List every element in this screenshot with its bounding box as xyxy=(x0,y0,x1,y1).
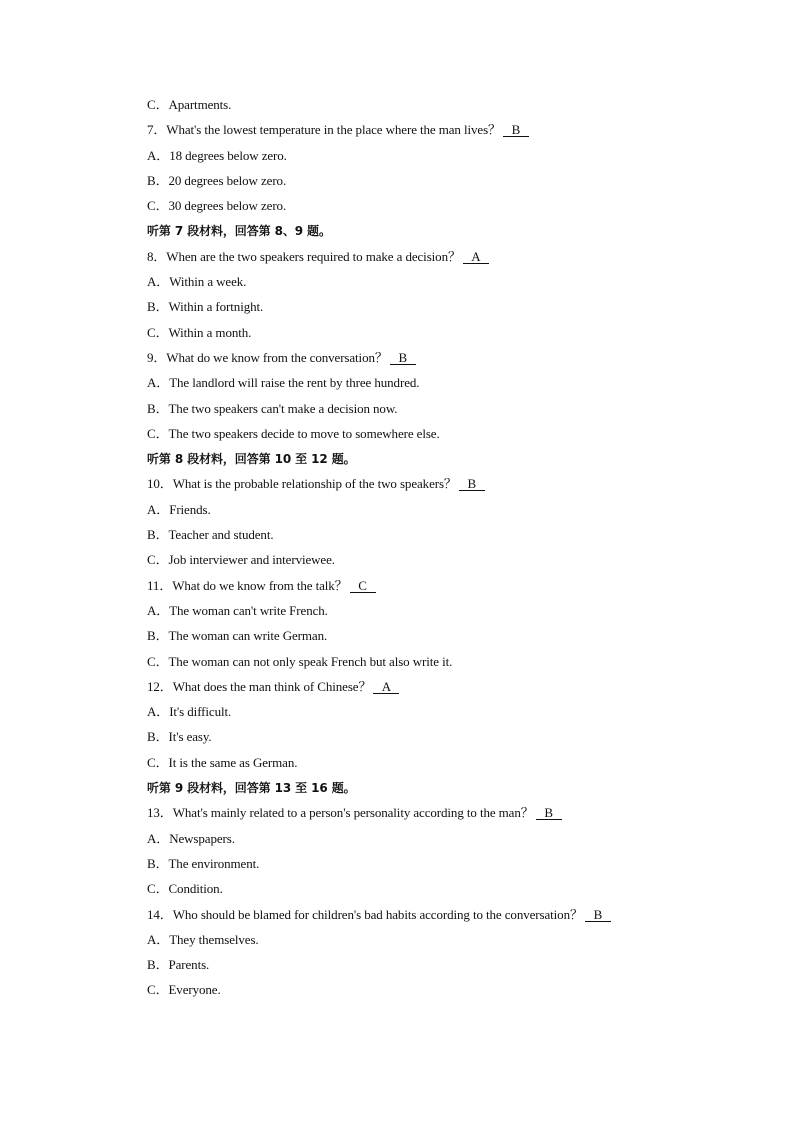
option-text: B．Within a fortnight. xyxy=(147,299,264,315)
answer-blank: B xyxy=(536,806,562,820)
option-text: B．The two speakers can't make a decision now. xyxy=(147,400,398,416)
answer-option xyxy=(147,322,707,347)
option-text: C．It is the same as German. xyxy=(147,754,298,770)
section-heading xyxy=(147,777,707,802)
option-text: A．They themselves. xyxy=(147,931,259,947)
section-text: 听第 8 段材料，回答第 10 至 12 题。 xyxy=(147,452,356,467)
answer-option xyxy=(147,296,707,321)
answer-option xyxy=(147,878,707,903)
option-text: B．The environment. xyxy=(147,855,260,871)
option-text: B．The woman can write German. xyxy=(147,628,328,644)
answer-blank: A xyxy=(463,250,489,264)
answer-blank: B xyxy=(390,351,416,365)
option-text: A．Newspapers. xyxy=(147,830,235,846)
question-text: 12．What does the man think of Chinese？ xyxy=(147,678,372,694)
question-line xyxy=(147,473,707,498)
answer-option xyxy=(147,625,707,650)
answer-option xyxy=(147,853,707,878)
question-text: 7．What's the lowest temperature in the place where the man lives？ xyxy=(147,122,501,138)
option-text: A．It's difficult. xyxy=(147,704,232,720)
section-heading xyxy=(147,220,707,245)
answer-option xyxy=(147,423,707,448)
answer-option xyxy=(147,398,707,423)
question-line xyxy=(147,119,707,144)
answer-option xyxy=(147,372,707,397)
option-text: C．Condition. xyxy=(147,881,223,897)
document-body xyxy=(147,94,707,1005)
answer-option xyxy=(147,752,707,777)
option-text: B．It's easy. xyxy=(147,729,212,745)
answer-option xyxy=(147,94,707,119)
section-text: 听第 9 段材料，回答第 13 至 16 题。 xyxy=(147,781,356,796)
option-text: C．Within a month. xyxy=(147,324,252,340)
answer-blank: A xyxy=(373,680,399,694)
option-text: C．The two speakers decide to move to somewhere else. xyxy=(147,425,440,441)
section-heading xyxy=(147,448,707,473)
answer-blank: C xyxy=(350,579,376,593)
option-text: A．The landlord will raise the rent by three hundred. xyxy=(147,375,420,391)
question-line xyxy=(147,904,707,929)
question-line xyxy=(147,575,707,600)
answer-option xyxy=(147,600,707,625)
answer-option xyxy=(147,499,707,524)
option-text: A．The woman can't write French. xyxy=(147,602,328,618)
option-text: C．The woman can not only speak French but also write it. xyxy=(147,653,453,669)
answer-option xyxy=(147,549,707,574)
answer-option xyxy=(147,954,707,979)
answer-option xyxy=(147,195,707,220)
option-text: C．Everyone. xyxy=(147,982,221,998)
question-text: 9．What do we know from the conversation？ xyxy=(147,349,388,365)
question-line xyxy=(147,246,707,271)
option-text: B．Teacher and student. xyxy=(147,527,274,543)
answer-option xyxy=(147,828,707,853)
answer-blank: B xyxy=(503,123,529,137)
answer-option xyxy=(147,726,707,751)
question-text: 14．Who should be blamed for children's bad habits according to the conversation？ xyxy=(147,906,583,922)
answer-option xyxy=(147,524,707,549)
answer-option xyxy=(147,651,707,676)
option-text: A．Within a week. xyxy=(147,274,247,290)
question-line xyxy=(147,676,707,701)
option-text: B．Parents. xyxy=(147,957,210,973)
answer-option xyxy=(147,145,707,170)
question-text: 11．What do we know from the talk？ xyxy=(147,577,348,593)
answer-option xyxy=(147,271,707,296)
option-text: C．Apartments. xyxy=(147,97,232,112)
question-text: 8．When are the two speakers required to make a decision？ xyxy=(147,248,461,264)
question-text: 10．What is the probable relationship of the two speakers？ xyxy=(147,476,457,492)
option-text: A．Friends. xyxy=(147,501,211,517)
answer-blank: B xyxy=(459,477,485,491)
option-text: C．Job interviewer and interviewee. xyxy=(147,552,335,568)
option-text: A．18 degrees below zero. xyxy=(147,147,287,163)
answer-option xyxy=(147,170,707,195)
option-text: B．20 degrees below zero. xyxy=(147,172,287,188)
option-text: C．30 degrees below zero. xyxy=(147,198,287,214)
question-line xyxy=(147,347,707,372)
answer-blank: B xyxy=(585,908,611,922)
answer-option xyxy=(147,701,707,726)
answer-option xyxy=(147,979,707,1004)
question-line xyxy=(147,802,707,827)
question-text: 13．What's mainly related to a person's personality according to the man？ xyxy=(147,805,534,821)
section-text: 听第 7 段材料，回答第 8、9 题。 xyxy=(147,224,331,239)
answer-option xyxy=(147,929,707,954)
